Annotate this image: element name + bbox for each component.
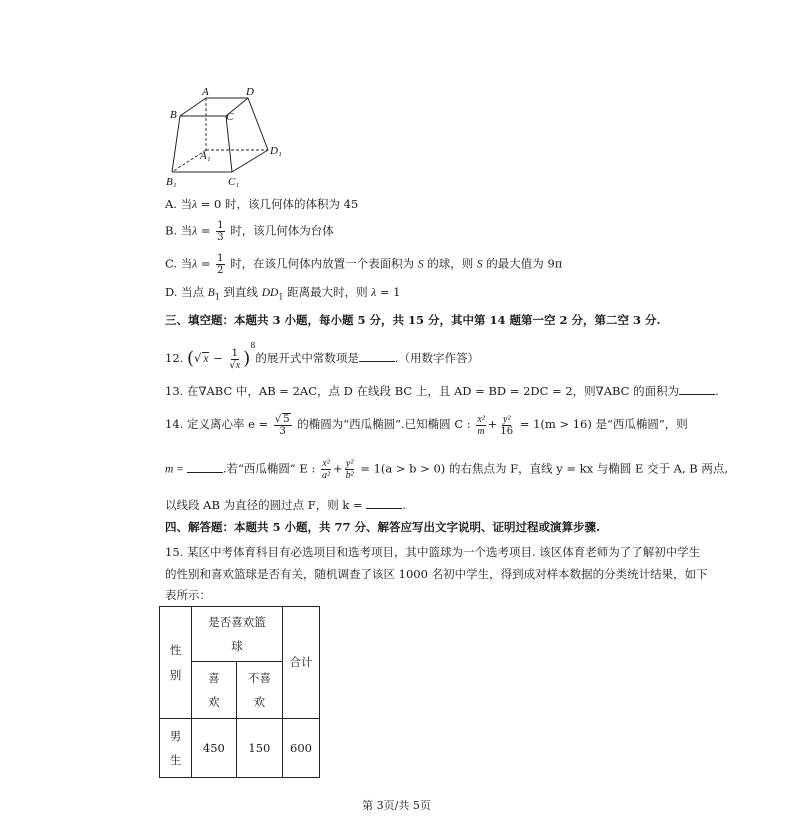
row-label: 男 生 — [160, 719, 192, 778]
q14-l1-b: 的椭圆为“西瓜椭圆”.已知椭圆 C : — [293, 417, 475, 431]
question-15-line-2: 的性别和喜欢篮球是否有关，随机调查了该区 1000 名初中学生，得到成对样本数据的分类统计结果，如下 — [165, 567, 708, 581]
vertex-label-a1: A₁ — [200, 150, 211, 162]
q12-text: 的展开式中常数项是 — [255, 351, 359, 365]
question-14-line-1: 14. 定义离心率 e = $\frac{√ 5}{3}$ 的椭圆为“西瓜椭圆”.已知椭圆 C : $\frac{\text{x²}}{m}$ + $\frac{\text{y²}}{16}$ = 1(m > 16) 是“西瓜椭圆”，则 — [165, 413, 688, 437]
vertex-label-b1: B₁ — [166, 176, 177, 188]
q13-after: . — [715, 384, 719, 398]
table-row — [160, 719, 320, 778]
question-14-line-2: m = .若“西瓜椭圆” E : $\frac{\text{x²}}{\text{a²}}$ + $\frac{\text{y²}}{\text{b²}}$ = 1(a > b > 0) 的右焦点为 F，直线 y = kx 与椭圆 E 交于 A, B 两点, — [165, 458, 729, 481]
q14-l3: 以线段 AB 为直径的圆过点 F，则 k = — [165, 498, 367, 512]
option-b — [165, 220, 334, 243]
option-a-prefix: A. 当 — [165, 197, 193, 211]
q14-e-y-fraction: $\frac{\text{y²}}{\text{b²}}$ — [345, 458, 354, 481]
q12-minus: − — [209, 351, 227, 365]
option-c-text3: 的最大值为 9π — [482, 256, 563, 271]
q14-l1-c: = 1(m > 16) 是“西瓜椭圆”，则 — [516, 417, 688, 431]
q14-l1-a: 14. 定义离心率 e = — [165, 417, 272, 431]
q12-answer-blank[interactable] — [359, 350, 395, 362]
q14-l3-after: . — [402, 498, 406, 512]
option-c-fraction: $\frac{1}{2}$ — [217, 253, 224, 276]
header-like-basketball: 是否喜欢篮 球 — [192, 607, 283, 662]
header-gender: 性 别 — [160, 607, 192, 719]
option-c — [165, 253, 562, 276]
q14-l2-b: .若“西瓜椭圆” E : — [222, 461, 319, 476]
cell-dislike: 150 — [236, 719, 282, 778]
vertex-label-c1: C₁ — [228, 176, 240, 188]
q12-fraction: $\frac{1}{√x}$ — [229, 347, 241, 371]
header-like: 喜 欢 — [192, 662, 237, 719]
question-14-line-3 — [165, 497, 406, 513]
question-15-line-3: 表所示： — [165, 588, 211, 602]
q13-text: 13. 在∇ABC 中，AB = 2AC，点 D 在线段 BC 上，且 AD = BD = 2DC = 2，则∇ABC 的面积为 — [165, 384, 680, 398]
question-15-line-1: 15. 某区中考体育科目有必选项目和选考项目，其中篮球为一个选考项目. 该区体育老师为了了解初中学生 — [165, 545, 701, 559]
option-d-eq: = 1 — [376, 285, 401, 299]
q12-sqrt-x: x — [203, 353, 209, 365]
option-c-var: λ — [192, 258, 198, 271]
option-d-text2: 距离最大时，则 — [283, 285, 372, 299]
option-d-b1: B — [207, 287, 215, 299]
frustum-figure — [160, 86, 300, 190]
page-footer: 第 3页/共 5页 — [362, 799, 431, 812]
question-12: 12. (√ x − $\frac{1}{√x}$ )$^8$的展开式中常数项是 .（用数字作答） — [165, 341, 479, 371]
vertex-label-b: B — [170, 109, 177, 121]
option-d-dd1: DD — [261, 287, 279, 299]
option-b-var: λ — [192, 225, 198, 238]
option-d-var: λ — [371, 287, 377, 299]
option-d: D. 当点 $B_1$ 到直线 $DD_1$ 距离最大时，则 λ = 1 — [165, 285, 401, 302]
cell-like: 450 — [192, 719, 237, 778]
option-d-text1: 到直线 — [219, 285, 262, 299]
q14-c-x-fraction: $\frac{\text{x²}}{m}$ — [477, 413, 485, 437]
vertex-label-d1: D₁ — [270, 145, 282, 157]
header-dislike: 不喜 欢 — [236, 662, 282, 719]
option-c-prefix: C. 当 — [165, 256, 193, 271]
vertex-label-d: D — [246, 86, 254, 98]
q12-number: 12. — [165, 351, 184, 365]
option-a-text: 时，该几何体的体积为 45 — [221, 197, 359, 211]
option-a — [165, 198, 358, 213]
q14-l2-c: = 1(a > b > 0) 的右焦点为 F，直线 y = kx 与椭圆 E 交于 A, B 两点, — [356, 461, 729, 476]
q12-after: .（用数字作答） — [394, 351, 479, 365]
q14-blank-1[interactable] — [187, 461, 223, 473]
section-3-title: 三、填空题：本题共 3 小题，每小题 5 分，共 15 分，其中第 14 题第一空 2 分，第二空 3 分. — [165, 313, 661, 327]
option-b-text: 时，该几何体为台体 — [226, 223, 334, 238]
q13-answer-blank[interactable] — [679, 383, 715, 395]
q14-l2-a: m = — [165, 463, 187, 476]
q14-e-x-fraction: $\frac{\text{x²}}{\text{a²}}$ — [321, 458, 330, 481]
option-c-s2: S — [476, 258, 483, 271]
q14-c-y-fraction: $\frac{\text{y²}}{16}$ — [500, 413, 514, 437]
q14-blank-2[interactable] — [366, 497, 402, 509]
vertex-label-a: A — [202, 86, 209, 98]
section-4-title: 四、解答题：本题共 5 小题，共 77 分、解答应写出文字说明、证明过程或演算步骤. — [165, 520, 601, 534]
cell-total: 600 — [283, 719, 320, 778]
question-13 — [165, 383, 719, 399]
stats-table — [159, 606, 320, 778]
option-a-var: λ — [192, 199, 198, 211]
option-b-fraction: $\frac{1}{3}$ — [217, 220, 224, 243]
option-c-text2: 的球，则 — [423, 256, 477, 271]
option-c-text1: 时，在该几何体内放置一个表面积为 — [226, 256, 418, 271]
option-d-prefix: D. 当点 — [165, 285, 208, 299]
vertex-label-c: C — [226, 111, 234, 123]
option-b-eq: = — [197, 223, 215, 238]
option-a-eq: = 0 — [197, 197, 222, 211]
header-total: 合计 — [283, 607, 320, 719]
option-c-s: S — [417, 258, 424, 271]
q14-eccentricity-fraction: $\frac{√ 5}{3}$ — [274, 414, 290, 437]
option-b-prefix: B. 当 — [165, 223, 193, 238]
option-c-eq: = — [197, 256, 215, 271]
